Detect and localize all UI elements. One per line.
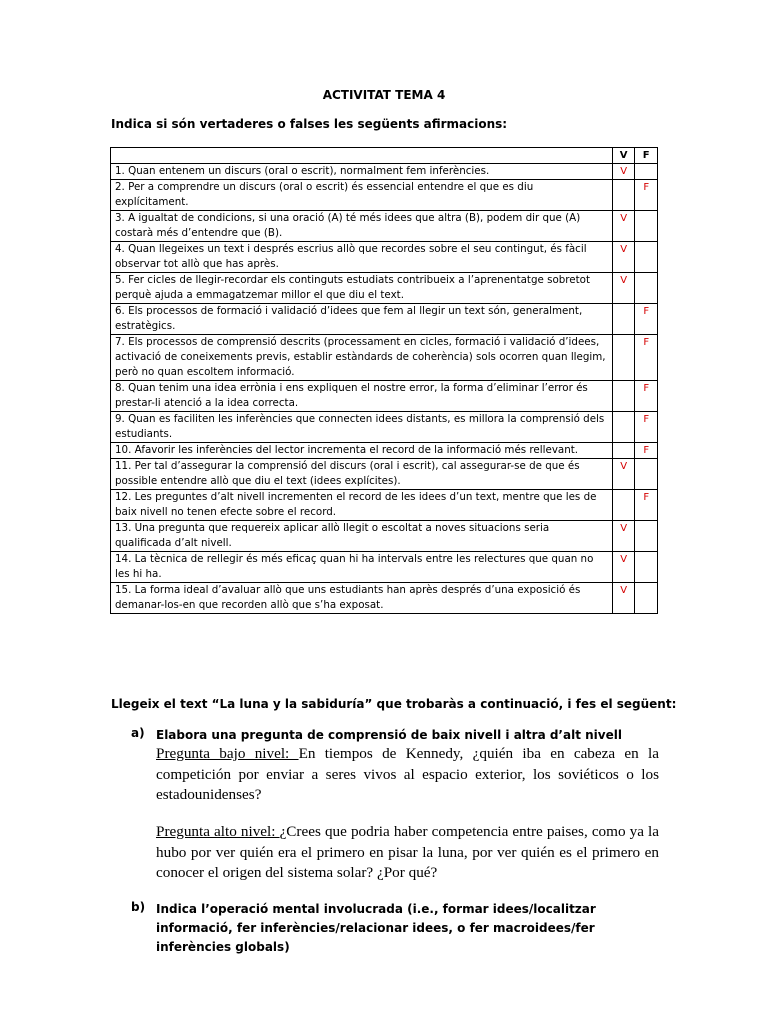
table-row [111, 211, 658, 242]
table-row [111, 180, 658, 211]
answer-f-cell [635, 459, 658, 490]
answer-f-cell: F [635, 443, 658, 459]
answer-f-cell: F [635, 412, 658, 443]
statement-cell: 14. La tècnica de rellegir és més eficaç quan hi ha intervals entre les relectures que quan no les hi ha. [111, 552, 613, 583]
statement-cell: 13. Una pregunta que requereix aplicar allò llegit o escoltat a noves situacions seria qualificada d’alt nivell. [111, 521, 613, 552]
table-row [111, 412, 658, 443]
header-statement-cell [111, 148, 613, 164]
statement-cell: 5. Fer cicles de llegir-recordar els continguts estudiats contribueix a l’aprenentatge sobretot perquè ajuda a emmagatzemar millor el que diu el text. [111, 273, 613, 304]
statement-cell: 1. Quan entenem un discurs (oral o escrit), normalment fem inferències. [111, 164, 613, 180]
low-level-label: Pregunta bajo nivel: [156, 745, 299, 762]
answer-v-cell [612, 335, 635, 381]
table-row [111, 164, 658, 180]
true-false-table [110, 147, 658, 614]
table-row [111, 459, 658, 490]
answer-v-cell: V [612, 521, 635, 552]
answer-v-cell: V [612, 273, 635, 304]
answer-v-cell: V [612, 583, 635, 614]
table-row [111, 335, 658, 381]
table-row [111, 583, 658, 614]
table-row [111, 273, 658, 304]
statement-cell: 10. Afavorir les inferències del lector incrementa el record de la informació més rellevant. [111, 443, 613, 459]
table-row [111, 242, 658, 273]
table-row [111, 552, 658, 583]
answer-f-cell: F [635, 335, 658, 381]
table-row [111, 381, 658, 412]
answer-f-cell [635, 273, 658, 304]
document-title: ACTIVITAT TEMA 4 [322, 88, 446, 102]
item-a-marker: a) [131, 726, 145, 740]
answer-v-cell [612, 412, 635, 443]
item-b-marker: b) [131, 900, 146, 914]
answer-f-cell: F [635, 180, 658, 211]
answer-v-cell: V [612, 211, 635, 242]
header-v: V [612, 148, 635, 164]
answer-v-cell [612, 381, 635, 412]
answer-v-cell [612, 490, 635, 521]
answer-f-cell [635, 552, 658, 583]
answer-f-cell [635, 211, 658, 242]
header-f: F [635, 148, 658, 164]
table-row [111, 521, 658, 552]
statement-cell: 3. A igualtat de condicions, si una oració (A) té més idees que altra (B), podem dir que (A) costarà més d’entendre que (B). [111, 211, 613, 242]
low-level-text: En tiempos de Kennedy, ¿quién iba en cabeza en la competición por enviar a seres vivos al espacio exterior, los soviéticos o los estadounidenses? [156, 745, 659, 803]
answer-v-cell: V [612, 459, 635, 490]
statement-cell: 15. La forma ideal d’avaluar allò que uns estudiants han après després d’una exposició és demanar-los-en que recorden allò que s’ha exposat. [111, 583, 613, 614]
section2-intro: Llegeix el text “La luna y la sabiduría” que trobaràs a continuació, i fes el següent: [111, 697, 677, 711]
statement-cell: 6. Els processos de formació i validació d’idees que fem al llegir un text són, generalment, estratègics. [111, 304, 613, 335]
statement-cell: 12. Les preguntes d’alt nivell incrementen el record de les idees d’un text, mentre que les de baix nivell no tenen efecte sobre el record. [111, 490, 613, 521]
answer-v-cell: V [612, 242, 635, 273]
statement-cell: 9. Quan es faciliten les inferències que connecten idees distants, es millora la comprensió dels estudiants. [111, 412, 613, 443]
statement-cell: 7. Els processos de comprensió descrits (processament en cicles, formació i validació d’idees, activació de coneixements previs, establir estàndards de coherència) sols ocorren quan llegim, però no quan escoltem informació. [111, 335, 613, 381]
statement-cell: 8. Quan tenim una idea errònia i ens expliquen el nostre error, la forma d’eliminar l’error és prestar-li atenció a la idea correcta. [111, 381, 613, 412]
item-a-question: Elabora una pregunta de comprensió de baix nivell i altra d’alt nivell [156, 728, 622, 742]
item-b-question: Indica l’operació mental involucrada (i.e., formar idees/localitzar informació, fer inferències/relacionar idees, o fer macroidees/fer inferències globals) [156, 902, 596, 954]
low-level-answer [156, 744, 659, 806]
answer-v-cell: V [612, 164, 635, 180]
answer-v-cell [612, 443, 635, 459]
table-row [111, 304, 658, 335]
statement-cell: 11. Per tal d’assegurar la comprensió del discurs (oral i escrit), cal assegurar-se de que és possible entendre allò que diu el text (idees explícites). [111, 459, 613, 490]
answer-v-cell: V [612, 552, 635, 583]
table-header-row [111, 148, 658, 164]
statement-cell: 4. Quan llegeixes un text i després escrius allò que recordes sobre el seu contingut, és fàcil observar tot allò que has après. [111, 242, 613, 273]
table-row [111, 490, 658, 521]
answer-f-cell [635, 583, 658, 614]
answer-v-cell [612, 304, 635, 335]
high-level-label: Pregunta alto nivel: [156, 823, 280, 840]
answer-v-cell [612, 180, 635, 211]
answer-f-cell [635, 164, 658, 180]
high-level-answer [156, 822, 659, 884]
answer-f-cell: F [635, 381, 658, 412]
instruction-text: Indica si són vertaderes o falses les següents afirmacions: [111, 117, 508, 131]
answer-f-cell [635, 242, 658, 273]
statement-cell: 2. Per a comprendre un discurs (oral o escrit) és essencial entendre el que es diu explícitament. [111, 180, 613, 211]
high-level-text: ¿Crees que podria haber competencia entre paises, como ya la hubo por ver quién era el primero en pisar la luna, por ver quién es el primero en conocer el origen del sistema solar? ¿Por qué? [156, 823, 659, 881]
answer-f-cell: F [635, 304, 658, 335]
answer-f-cell: F [635, 490, 658, 521]
answer-f-cell [635, 521, 658, 552]
table-row [111, 443, 658, 459]
